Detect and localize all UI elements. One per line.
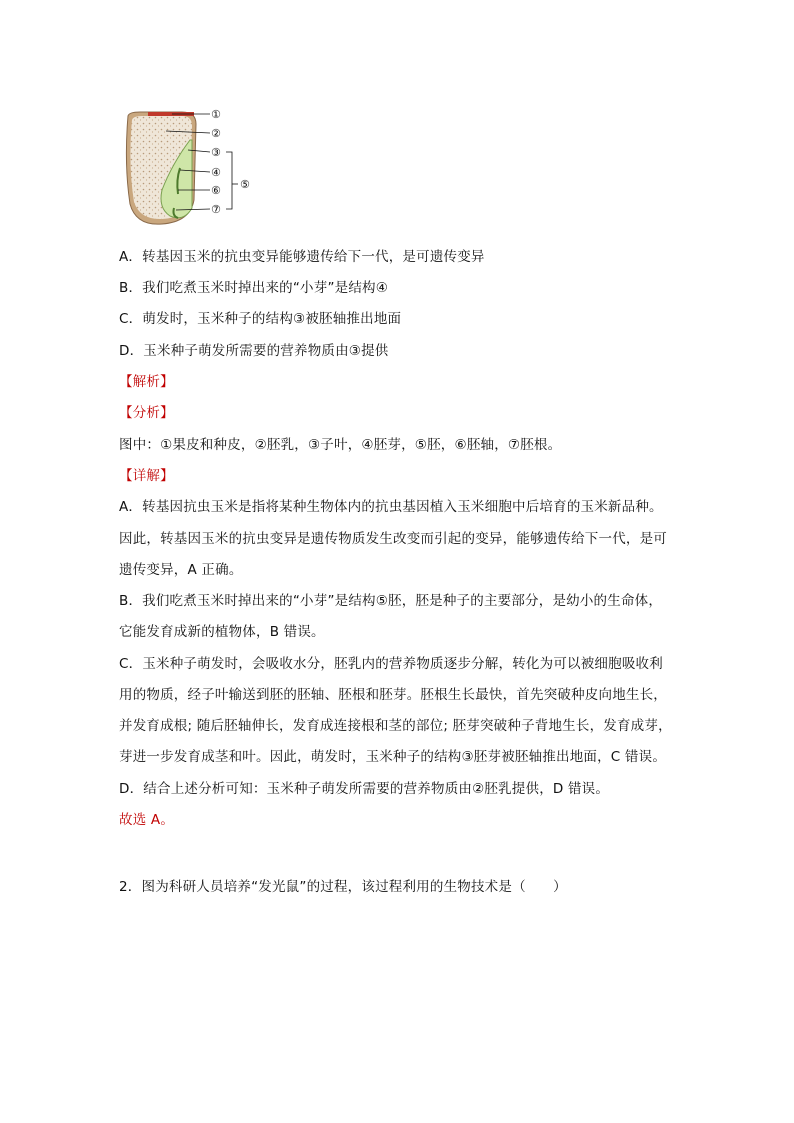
figure-label-6: ⑥: [211, 184, 221, 197]
figure-label-4: ④: [211, 166, 221, 179]
figure-label-2: ②: [211, 127, 221, 140]
heading-xiangjie: 【详解】: [119, 468, 174, 484]
corn-seed-diagram: [112, 104, 262, 226]
heading-fenxi: 【分析】: [119, 405, 174, 421]
detail-line: 因此，转基因玉米的抗虫变异是遗传物质发生改变而引起的变异，能够遗传给下一代，是可: [119, 531, 667, 547]
option-d: D．玉米种子萌发所需要的营养物质由③提供: [119, 343, 389, 359]
figure-label-1: ①: [211, 108, 221, 121]
heading-jiexi: 【解析】: [119, 374, 174, 390]
figure-label-7: ⑦: [211, 203, 221, 216]
answer-text: 故选 A。: [119, 812, 175, 828]
detail-line: B．我们吃煮玉米时掉出来的“小芽”是结构⑤胚，胚是种子的主要部分，是幼小的生命体，: [119, 593, 663, 609]
detail-line: 用的物质，经子叶输送到胚的胚轴、胚根和胚芽。胚根生长最快，首先突破种皮向地生长，: [119, 687, 667, 703]
detail-line: D．结合上述分析可知：玉米种子萌发所需要的营养物质由②胚乳提供，D 错误。: [119, 781, 610, 797]
option-b: B．我们吃煮玉米时掉出来的“小芽”是结构④: [119, 280, 389, 296]
question-2: 2．图为科研人员培养“发光鼠”的过程，该过程利用的生物技术是（ ）: [119, 879, 567, 895]
detail-line: 它能发育成新的植物体，B 错误。: [119, 624, 325, 640]
detail-line: C．玉米种子萌发时，会吸收水分，胚乳内的营养物质逐步分解，转化为可以被细胞吸收利: [119, 656, 663, 672]
detail-line: A．转基因抗虫玉米是指将某种生物体内的抗虫基因植入玉米细胞中后培育的玉米新品种。: [119, 499, 663, 515]
analysis-text: 图中：①果皮和种皮，②胚乳，③子叶，④胚芽，⑤胚，⑥胚轴，⑦胚根。: [119, 437, 562, 453]
detail-line: 遗传变异，A 正确。: [119, 562, 243, 578]
detail-line: 并发育成根; 随后胚轴伸长，发育成连接根和茎的部位; 胚芽突破种子背地生长，发育成芽，: [119, 718, 672, 734]
option-a: A．转基因玉米的抗虫变异能够遗传给下一代，是可遗传变异: [119, 249, 485, 265]
detail-line: 芽进一步发育成茎和叶。因此，萌发时，玉米种子的结构③胚芽被胚轴推出地面，C 错误。: [119, 749, 667, 765]
option-c: C．萌发时，玉米种子的结构③被胚轴推出地面: [119, 311, 402, 327]
figure-label-3: ③: [211, 146, 221, 159]
figure-label-5: ⑤: [240, 178, 250, 191]
